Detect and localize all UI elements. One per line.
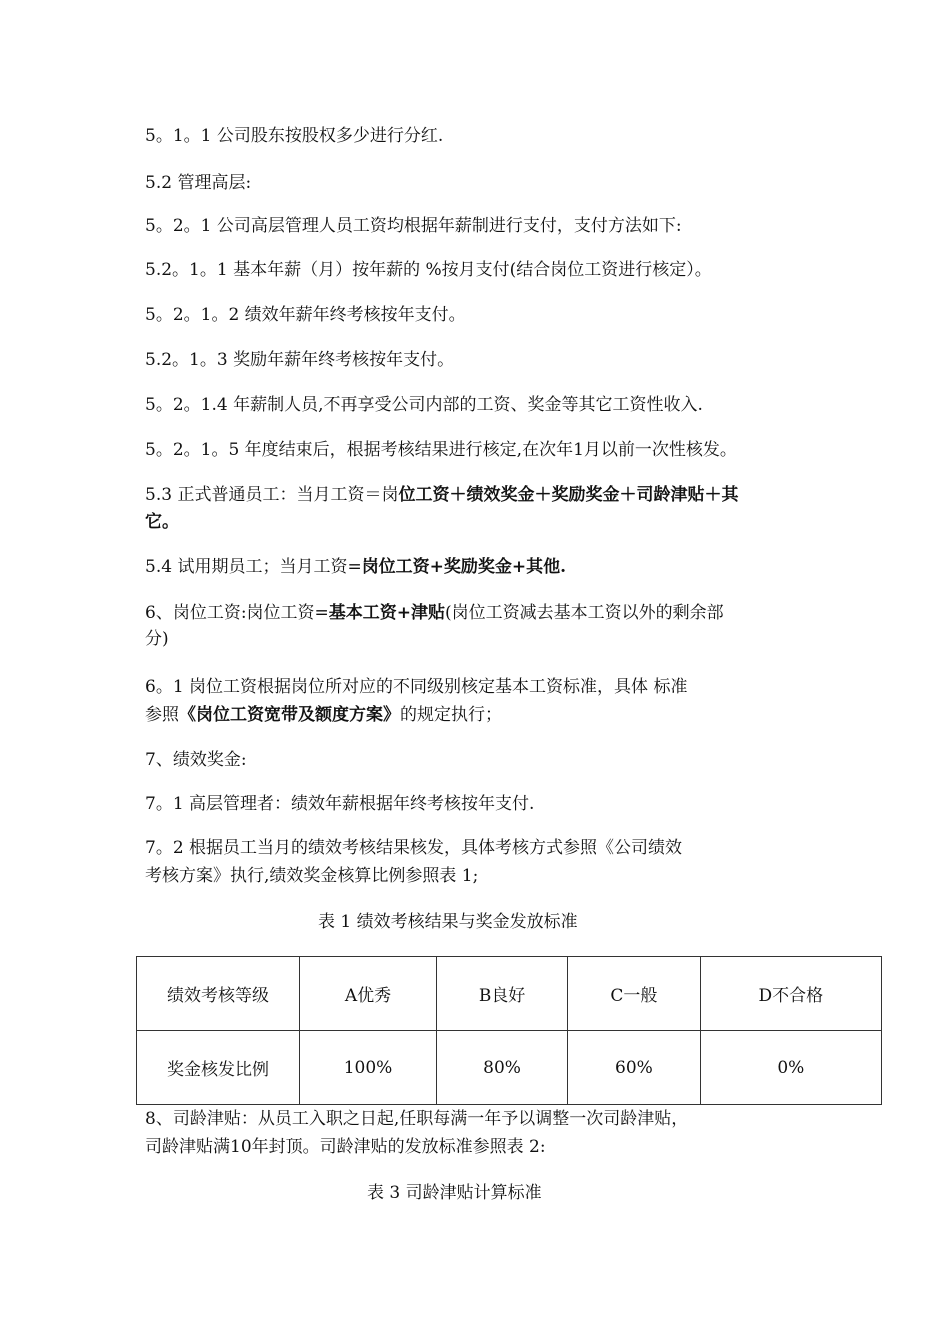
- paragraph-5-2-1-1: 5.2。1。1 基本年薪（月）按年薪的 %按月支付(结合岗位工资进行核定）。: [145, 260, 712, 280]
- paragraph-6-prefix: 6、岗位工资:岗位工资=: [145, 603, 329, 623]
- paragraph-5-2-1-4: 5。2。1.4 年薪制人员,不再享受公司内部的工资、奖金等其它工资性收入.: [145, 395, 703, 415]
- paragraph-5-2-1-3: 5.2。1。3 奖励年薪年终考核按年支付。: [145, 350, 455, 370]
- paragraph-6-1-reference: 《岗位工资宽带及额度方案》: [179, 705, 400, 725]
- table-row: [137, 1031, 882, 1105]
- paragraph-6-note: (岗位工资减去基本工资以外的剩余部: [445, 603, 724, 623]
- table-cell-grade-b: B良好: [436, 957, 567, 1031]
- paragraph-7-2: 7。2 根据员工当月的绩效考核结果核发，具体考核方式参照《公司绩效: [145, 838, 683, 858]
- paragraph-6-1-prefix: 参照: [145, 705, 179, 725]
- paragraph-7: 7、绩效奖金:: [145, 750, 247, 770]
- paragraph-8-continuation: 司龄津贴满10年封顶。司龄津贴的发放标准参照表 2:: [145, 1137, 546, 1157]
- table-cell-ratio-b: 80%: [436, 1031, 567, 1105]
- paragraph-7-2-continuation: 考核方案》执行,绩效奖金核算比例参照表 1;: [145, 866, 479, 886]
- paragraph-5-2-1-5: 5。2。1。5 年度结束后，根据考核结果进行核定,在次年1月以前一次性核发。: [145, 440, 737, 460]
- table-1-caption: 表 1 绩效考核结果与奖金发放标准: [318, 912, 578, 932]
- paragraph-6-continuation: 分): [145, 629, 169, 649]
- paragraph-5-1-1: 5。1。1 公司股东按股权多少进行分红.: [145, 126, 444, 146]
- paragraph-5-4-formula: 岗位工资+奖励奖金+其他.: [361, 557, 567, 577]
- table-cell-grade-a: A优秀: [300, 957, 437, 1031]
- paragraph-7-1: 7。1 高层管理者：绩效年薪根据年终考核按年支付.: [145, 794, 535, 814]
- table-cell-grade-d: D不合格: [700, 957, 881, 1031]
- paragraph-5-3-prefix: 5.3 正式普通员工：当月工资＝岗: [145, 485, 399, 505]
- table-3-caption: 表 3 司龄津贴计算标准: [367, 1183, 542, 1203]
- paragraph-5-2-1: 5。2。1 公司高层管理人员工资均根据年薪制进行支付，支付方法如下:: [145, 216, 682, 236]
- paragraph-5-3: [145, 483, 738, 507]
- performance-bonus-table: [136, 956, 882, 1105]
- table-cell-ratio-d: 0%: [700, 1031, 881, 1105]
- table-cell-grade-header: 绩效考核等级: [137, 957, 300, 1031]
- paragraph-6-1-suffix: 的规定执行；: [400, 705, 502, 725]
- paragraph-5-2: 5.2 管理高层:: [145, 173, 252, 193]
- paragraph-5-3-continuation: 它。: [145, 512, 179, 532]
- paragraph-5-4-prefix: 5.4 试用期员工；当月工资=: [145, 557, 362, 577]
- paragraph-6-formula: 基本工资+津贴: [328, 603, 446, 623]
- paragraph-5-3-formula: 位工资＋绩效奖金＋奖励奖金＋司龄津贴＋其: [398, 485, 739, 505]
- table-cell-ratio-c: 60%: [568, 1031, 701, 1105]
- paragraph-5-4: [145, 555, 566, 579]
- table-cell-ratio-header: 奖金核发比例: [137, 1031, 300, 1105]
- paragraph-5-2-1-2: 5。2。1。2 绩效年薪年终考核按年支付。: [145, 305, 466, 325]
- table-cell-ratio-a: 100%: [300, 1031, 437, 1105]
- paragraph-6-1-continuation: [145, 703, 502, 727]
- paragraph-6-1: 6。1 岗位工资根据岗位所对应的不同级别核定基本工资标准，具体 标准: [145, 677, 688, 697]
- table-row: [137, 957, 882, 1031]
- paragraph-8: 8、司龄津贴：从员工入职之日起,任职每满一年予以调整一次司龄津贴，: [145, 1109, 689, 1129]
- paragraph-6: [145, 601, 724, 625]
- table-cell-grade-c: C一般: [568, 957, 701, 1031]
